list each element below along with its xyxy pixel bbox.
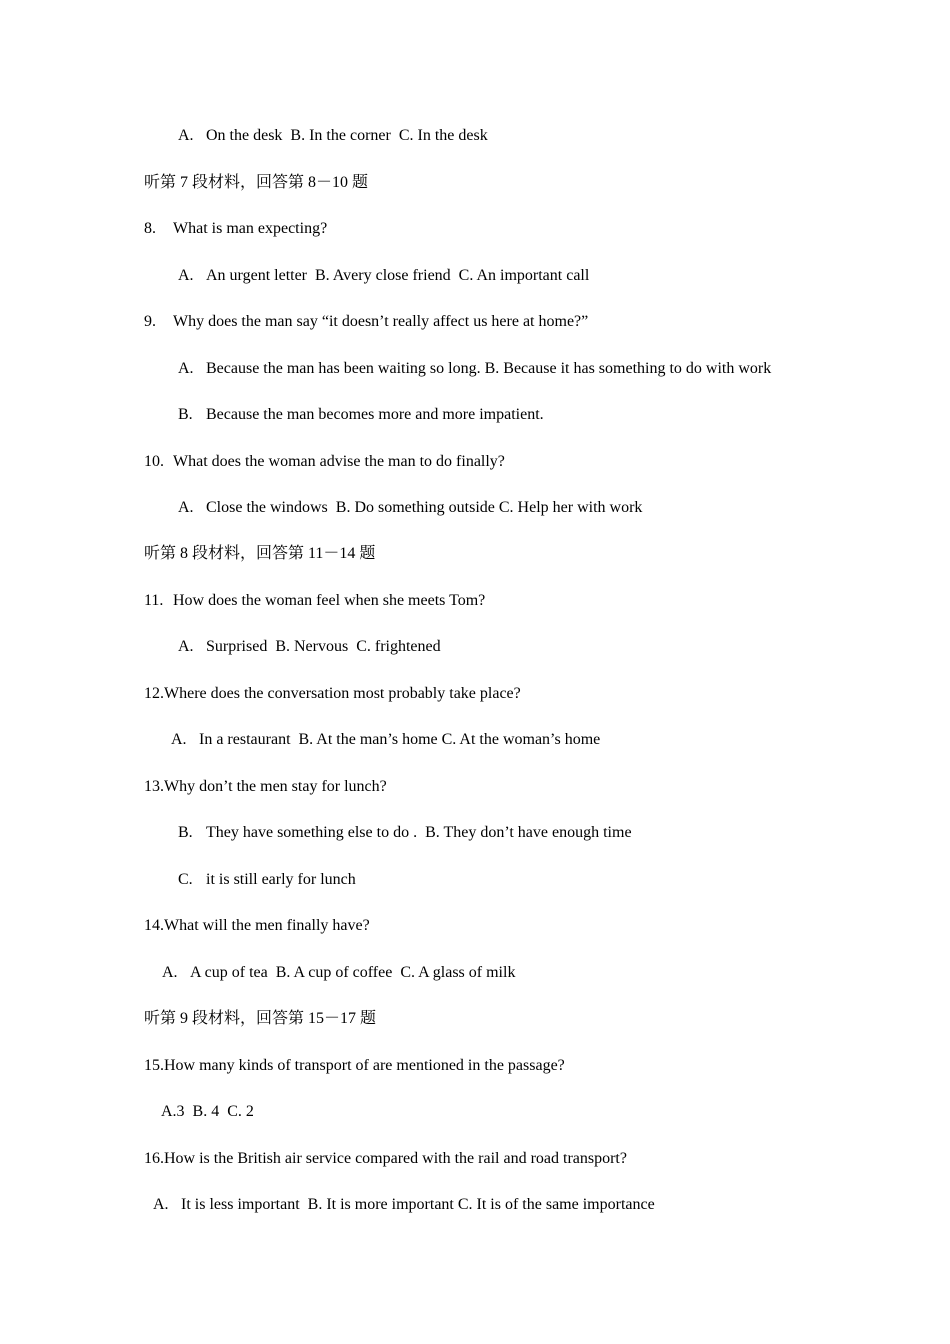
option-text: Close the windows B. Do something outside C. Help her with work bbox=[206, 499, 643, 516]
question-line bbox=[144, 591, 485, 611]
option-marker: A. bbox=[178, 638, 194, 655]
option-line bbox=[171, 730, 600, 750]
option-marker: A. bbox=[178, 499, 194, 516]
question-line bbox=[144, 1149, 627, 1169]
question-number: 9. bbox=[144, 313, 156, 330]
option-text: They have something else to do . B. They don’t have enough time bbox=[206, 824, 632, 841]
question-line bbox=[144, 777, 387, 797]
question-text: 12.Where does the conversation most probably take place? bbox=[144, 685, 521, 702]
option-marker: A. bbox=[171, 731, 187, 748]
option-line bbox=[178, 870, 356, 890]
question-text: Why does the man say “it doesn’t really affect us here at home?” bbox=[173, 313, 589, 330]
question-text: 16.How is the British air service compared with the rail and road transport? bbox=[144, 1150, 627, 1167]
option-marker: A. bbox=[178, 360, 194, 377]
section-heading-text: 听第 9 段材料，回答第 15－17 题 bbox=[144, 1010, 377, 1027]
option-line bbox=[162, 963, 515, 983]
option-line bbox=[178, 637, 441, 657]
option-line bbox=[178, 126, 488, 146]
option-text: On the desk B. In the corner C. In the desk bbox=[206, 127, 488, 144]
question-number: 10. bbox=[144, 453, 164, 470]
question-text: 14.What will the men finally have? bbox=[144, 917, 370, 934]
question-line bbox=[144, 684, 521, 704]
option-marker: B. bbox=[178, 824, 193, 841]
section-heading bbox=[144, 1009, 376, 1029]
question-line bbox=[144, 916, 370, 936]
option-marker: A. bbox=[153, 1196, 169, 1213]
option-text: It is less important B. It is more important C. It is of the same importance bbox=[181, 1196, 655, 1213]
option-text: A.3 B. 4 C. 2 bbox=[161, 1103, 254, 1120]
option-line bbox=[178, 266, 589, 286]
option-marker: A. bbox=[178, 127, 194, 144]
option-line bbox=[153, 1195, 655, 1215]
option-text: Because the man has been waiting so long. B. Because it has something to do with work bbox=[206, 360, 772, 377]
option-line bbox=[178, 405, 544, 425]
option-text: In a restaurant B. At the man’s home C. At the woman’s home bbox=[199, 731, 601, 748]
question-text: What does the woman advise the man to do finally? bbox=[173, 453, 505, 470]
option-text: A cup of tea B. A cup of coffee C. A glass of milk bbox=[190, 964, 516, 981]
question-text: What is man expecting? bbox=[173, 220, 328, 237]
question-number: 11. bbox=[144, 592, 164, 609]
section-heading bbox=[144, 544, 375, 564]
question-text: 15.How many kinds of transport of are mentioned in the passage? bbox=[144, 1057, 565, 1074]
option-marker: A. bbox=[162, 964, 178, 981]
option-marker: C. bbox=[178, 871, 193, 888]
option-text: Surprised B. Nervous C. frightened bbox=[206, 638, 441, 655]
option-text: An urgent letter B. Avery close friend C. An important call bbox=[206, 267, 590, 284]
option-line bbox=[178, 498, 642, 518]
question-number: 8. bbox=[144, 220, 156, 237]
option-line bbox=[161, 1102, 254, 1122]
question-line bbox=[144, 219, 327, 239]
option-line bbox=[178, 823, 632, 843]
section-heading-text: 听第 8 段材料，回答第 11－14 题 bbox=[144, 545, 376, 562]
option-text: Because the man becomes more and more impatient. bbox=[206, 406, 544, 423]
option-line bbox=[178, 359, 771, 379]
option-text: it is still early for lunch bbox=[206, 871, 356, 888]
question-text: How does the woman feel when she meets Tom? bbox=[173, 592, 486, 609]
option-marker: B. bbox=[178, 406, 193, 423]
question-line bbox=[144, 1056, 565, 1076]
question-line bbox=[144, 452, 505, 472]
option-marker: A. bbox=[178, 267, 194, 284]
section-heading-text: 听第 7 段材料，回答第 8－10 题 bbox=[144, 174, 369, 191]
question-text: 13.Why don’t the men stay for lunch? bbox=[144, 778, 387, 795]
section-heading bbox=[144, 173, 368, 193]
question-line bbox=[144, 312, 588, 332]
